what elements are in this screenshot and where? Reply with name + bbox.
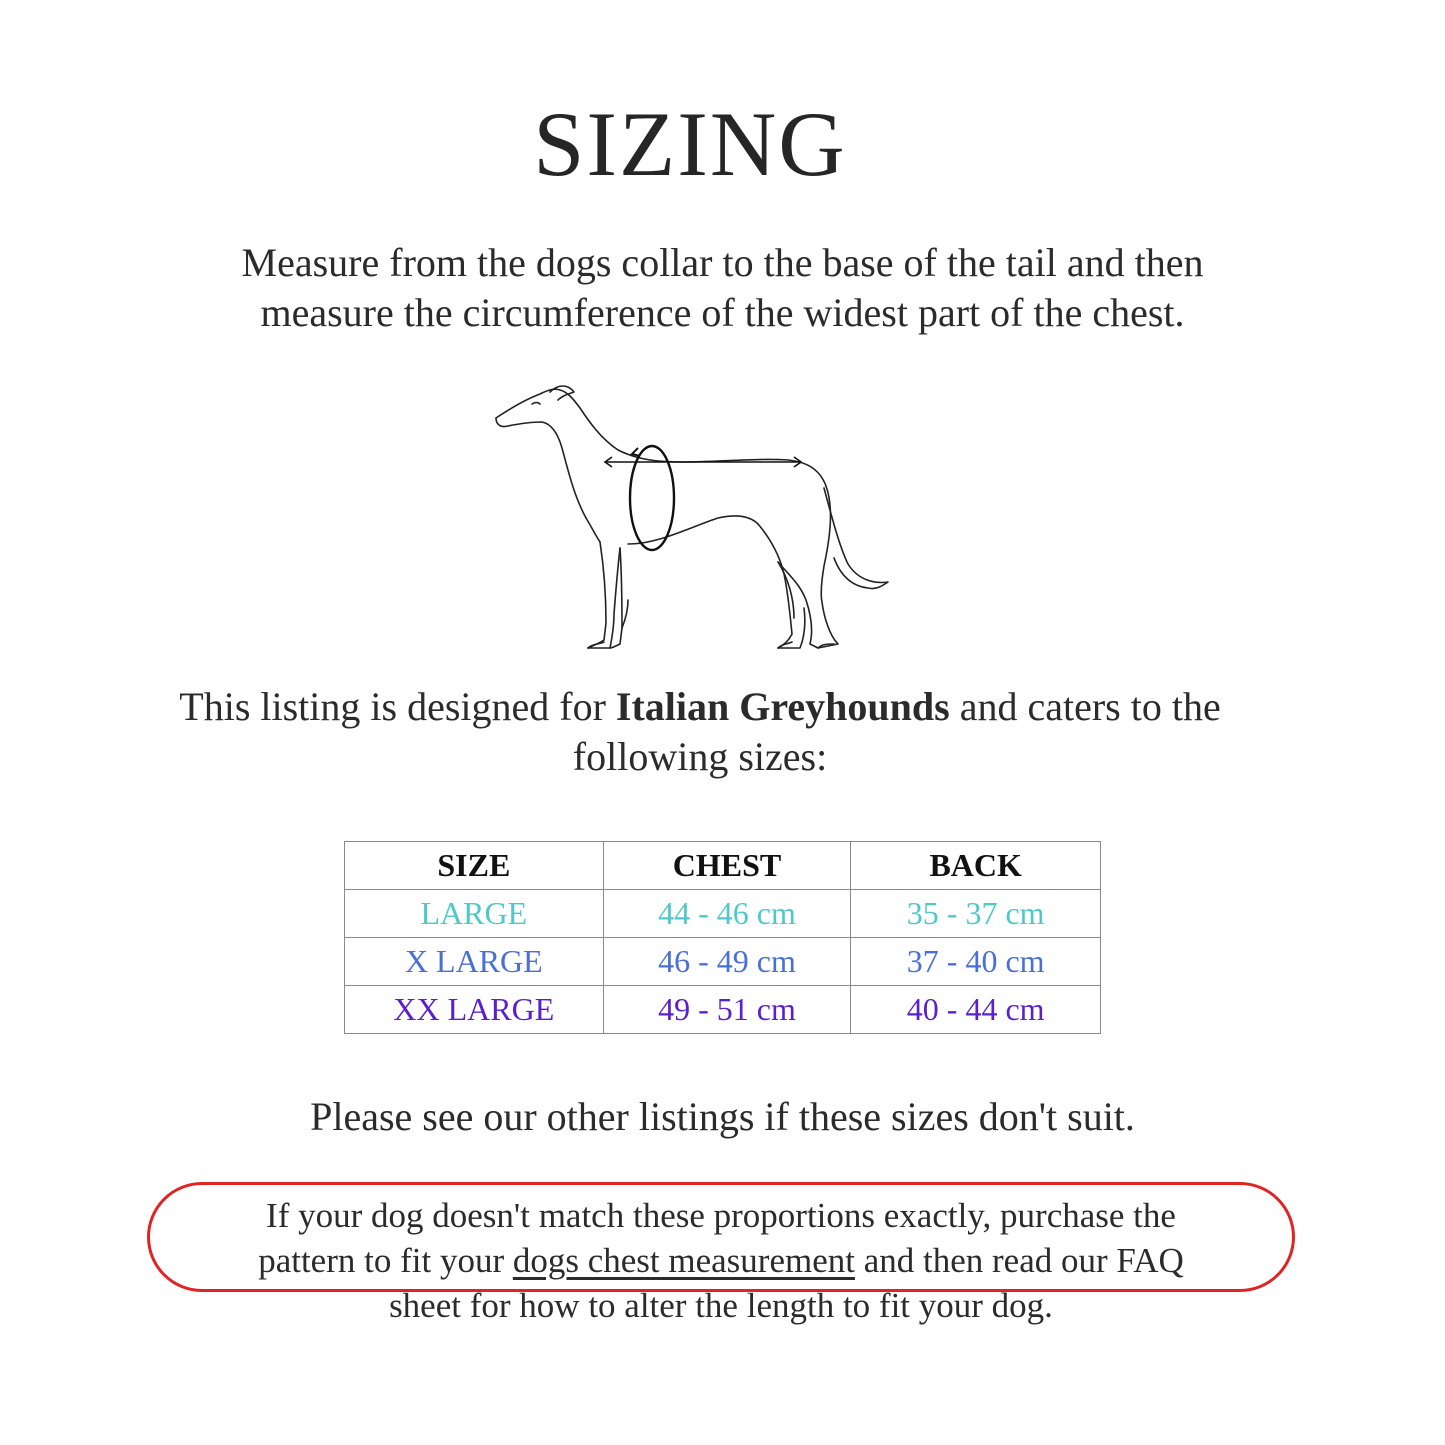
size-cell: XX LARGE [345,986,604,1034]
chest-cell: 49 - 51 cm [603,986,851,1034]
listing-suffix: and caters to the [949,684,1221,729]
faq-callout-box [147,1182,1295,1325]
chest-cell: 46 - 49 cm [603,938,851,986]
table-row [345,986,1101,1034]
size-cell: LARGE [345,890,604,938]
page-title: SIZING [533,93,847,195]
size-cell: X LARGE [345,938,604,986]
listing-description [0,682,1400,782]
measuring-instructions [0,238,1445,338]
size-chart-table [344,841,1101,1034]
listing-prefix: This listing is designed for [179,684,616,729]
table-row [345,938,1101,986]
greyhound-measurement-diagram-icon [488,378,898,658]
back-cell: 40 - 44 cm [851,986,1101,1034]
listing-line-1 [0,682,1400,732]
instructions-line-1: Measure from the dogs collar to the base of the tail and then [241,240,1204,285]
table-header-row [345,842,1101,890]
listing-line-2: following sizes: [572,734,828,779]
chest-measurement-link[interactable]: dogs chest measurement [512,1241,855,1280]
instructions-line-2: measure the circumference of the widest part of the chest. [260,290,1185,335]
header-size: SIZE [345,842,604,890]
back-cell: 37 - 40 cm [851,938,1101,986]
callout-line-2-pre: pattern to fit your [258,1241,513,1280]
header-back: BACK [851,842,1101,890]
callout-line-3: sheet for how to alter the length to fit your dog. [389,1286,1053,1325]
chest-cell: 44 - 46 cm [603,890,851,938]
other-listings-note: Please see our other listings if these sizes don't suit. [310,1094,1135,1139]
back-cell: 35 - 37 cm [851,890,1101,938]
table-row [345,890,1101,938]
callout-line-2 [150,1238,1292,1283]
breed-name: Italian Greyhounds [615,684,950,729]
header-chest: CHEST [603,842,851,890]
callout-line-1: If your dog doesn't match these proportions exactly, purchase the [266,1196,1176,1235]
callout-line-2-post: and then read our FAQ [854,1241,1184,1280]
